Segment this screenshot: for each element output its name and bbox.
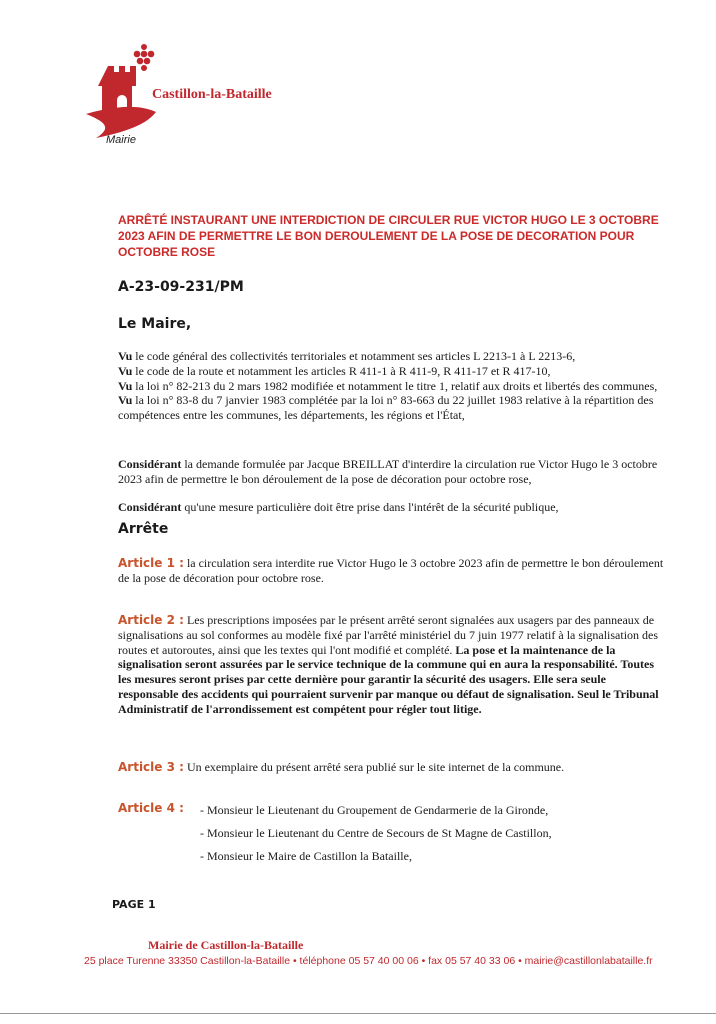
vu-clause: Vu le code de la route et notamment les articles R 411-1 à R 411-9, R 411-17 et R 417-10, (118, 363, 551, 378)
article-3: Article 3 : Un exemplaire du présent arrêté sera publié sur le site internet de la commune. (118, 760, 565, 774)
article-label: Article 2 : (118, 613, 184, 627)
page-number: PAGE 1 (112, 898, 156, 911)
considerant-clause: Considérant qu'une mesure particulière doit être prise dans l'intérêt de la sécurité publique, (118, 500, 559, 514)
mairie-label: Mairie (106, 134, 136, 146)
le-maire-heading: Le Maire, (118, 316, 192, 332)
list-item: - Monsieur le Maire de Castillon la Bataille, (200, 849, 412, 863)
vu-clause: Vu la loi n° 83-8 du 7 janvier 1983 complétée par la loi n° 83-663 du 22 juillet 1983 relative à la répartition des compétences entre les communes, les départements, les régions et l'État, (118, 393, 654, 423)
article-1: Article 1 : la circulation sera interdite rue Victor Hugo le 3 octobre 2023 afin de permettre le bon déroulement de la pose de décoration pour octobre rose. (118, 556, 664, 585)
article-label: Article 4 : (118, 801, 184, 815)
article-4-list (200, 803, 690, 872)
vu-clause: Vu le code général des collectivités territoriales et notamment ses articles L 2213-1 à L 2213-6, (118, 349, 576, 363)
document-title: ARRÊTÉ INSTAURANT UNE INTERDICTION DE CIRCULER RUE VICTOR HUGO LE 3 OCTOBRE 2023 AFIN DE PERMETTRE LE BON DEROULEMENT DE LA POSE DE DECORATION POUR OCTOBRE ROSE (118, 213, 659, 259)
article-label: Article 1 : (118, 556, 184, 570)
town-name: Castillon-la-Bataille (152, 87, 272, 102)
list-item: - Monsieur le Lieutenant du Centre de Secours de St Magne de Castillon, (200, 826, 552, 840)
considerant-clause: Considérant la demande formulée par Jacque BREILLAT d'interdire la circulation rue Victor Hugo le 3 octobre 2023 afin de permettre le bon déroulement de la pose de décoration pour octobre rose, (118, 457, 658, 486)
vu-clause: Vu la loi n° 82-213 du 2 mars 1982 modifiée et notamment le titre 1, relatif aux droits et libertés des communes, (118, 378, 658, 393)
bottom-rule (0, 1013, 716, 1014)
reference-number: A-23-09-231/PM (118, 279, 244, 295)
arrete-heading: Arrête (118, 521, 169, 537)
article-2: Article 2 : Les prescriptions imposées par le présent arrêté seront signalées aux usagers par des panneaux de signalisations au sol conformes au modèle fixé par l'arrêté ministériel du 7 juin 1977 relatif à la signalisation des routes et autoroutes, ainsi que les textes qui l'ont modifié et complété. La pose et la maintenance de la signalisation seront assurées par le service technique de la commune qui en aura la responsabilité. Toutes les mesures seront prises par cette dernière pour garantir la sécurité des usagers. Elle sera seule responsable des accidents qui pourraient survenir par manque ou défaut de signalisation. Seul le Tribunal Administratif de l'arrondissement est compétent pour régler tout litige. (118, 613, 659, 716)
list-item: - Monsieur le Lieutenant du Groupement de Gendarmerie de la Gironde, (200, 803, 549, 817)
footer-title: Mairie de Castillon-la-Bataille (148, 938, 304, 952)
article-label: Article 3 : (118, 760, 184, 774)
footer-address: 25 place Turenne 33350 Castillon-la-Bataille • téléphone 05 57 40 00 06 • fax 05 57 40 33 06 • mairie@castillonlabataille.fr (84, 955, 653, 967)
vu-clauses (118, 349, 666, 423)
